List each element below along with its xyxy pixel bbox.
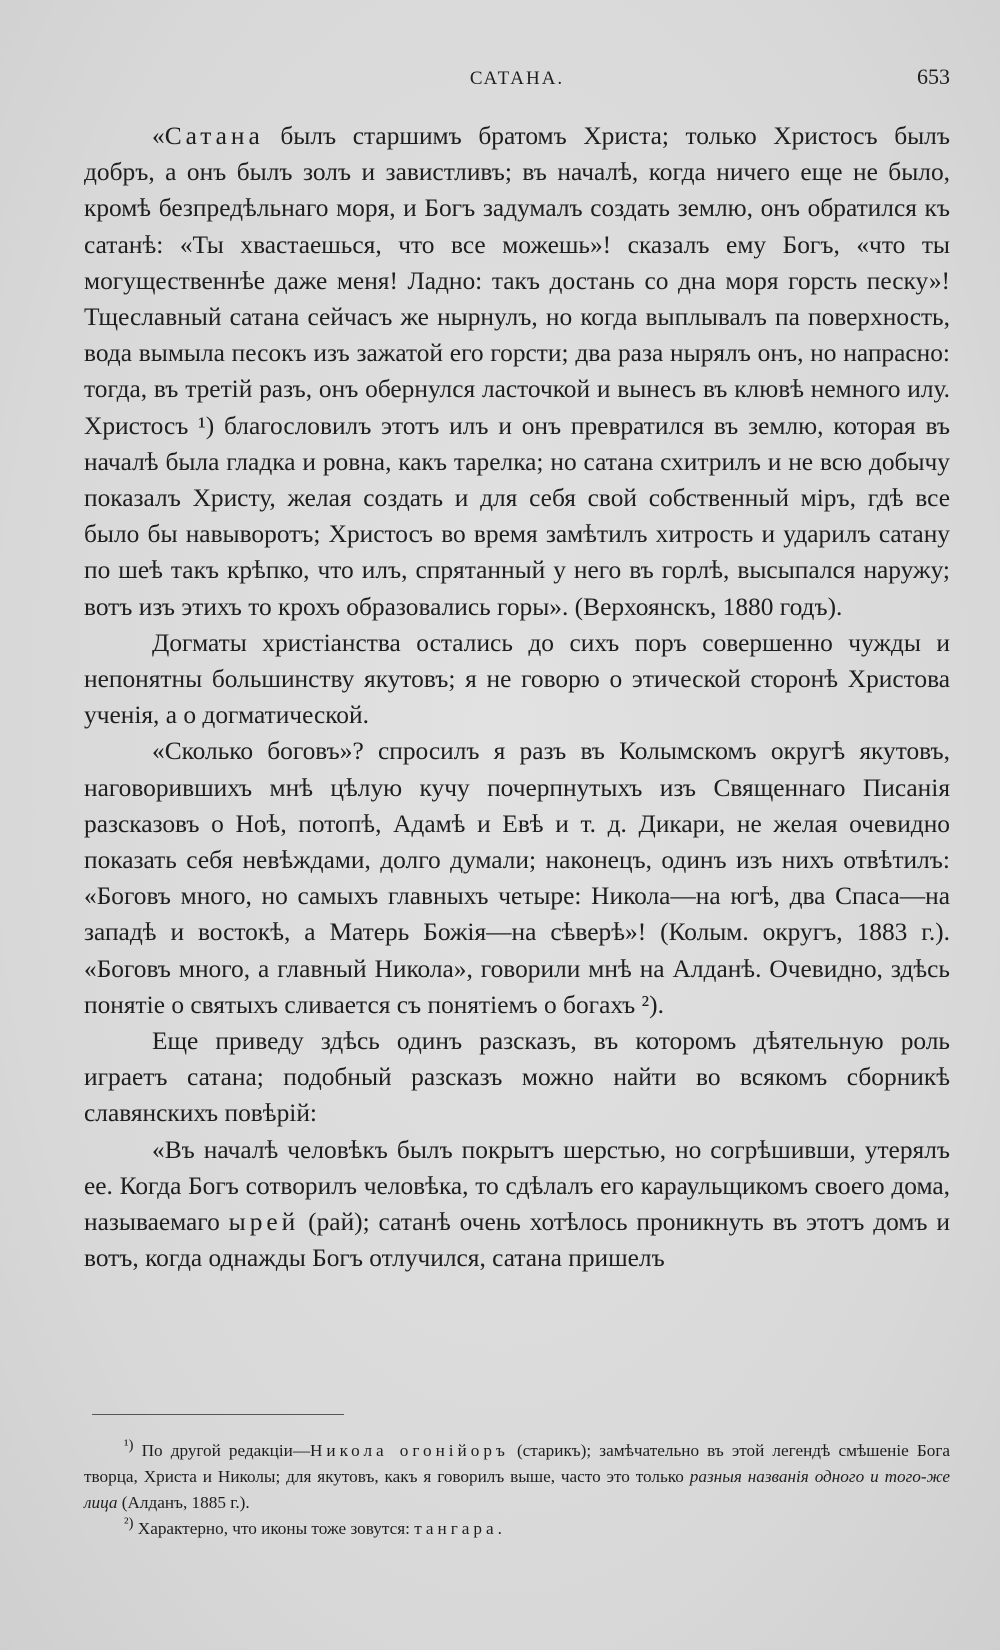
running-title: САТАНА. [469, 68, 565, 89]
footnote-2 [84, 1516, 950, 1542]
footnote-text: (Алданъ, 1885 г.). [117, 1493, 250, 1512]
paragraph-text: (рай); сатанѣ очень хотѣлось проникнуть въ этотъ домъ и вотъ, когда однажды Богъ отлучился, сатана пришелъ [84, 1208, 950, 1273]
spaced-word-satana: Сатана [164, 122, 264, 150]
footnote-text: По другой редакціи— [133, 1441, 311, 1460]
spaced-word-yrey: ырей [228, 1208, 300, 1237]
footnote-text: Характерно, что иконы тоже зовутся: [133, 1519, 415, 1538]
main-text [84, 118, 950, 1277]
paragraph-man-fur [84, 1132, 950, 1277]
italic-phrase: разныя названія одного и того-же лица [84, 1467, 950, 1512]
paragraph-text: «Въ началѣ человѣкъ былъ покрытъ шерстью, но согрѣшивши, утерялъ ее. Когда Богъ сотворилъ человѣка, то сдѣлалъ его караульщикомъ своего дома, называемаго [84, 1135, 950, 1237]
footnote-text: . [497, 1519, 502, 1538]
page-number: 653 [917, 64, 950, 89]
paragraph-text: былъ старшимъ братомъ Христа; только Христосъ былъ добръ, а онъ былъ золъ и завистливъ; въ началѣ, когда ничего еще не было, кромѣ безпредѣльнаго моря, и Богъ задумалъ создать землю, онъ обратился къ сатанѣ: «Ты хвастаешься, что все можешь»! сказалъ ему Богъ, «что ты могущественнѣе даже меня! Ладно: такъ достань со дна моря горсть песку»! Тщеславный сатана сейчасъ же нырнулъ, но когда выплывалъ па поверхность, вода вымыла песокъ изъ зажатой его горсти; два раза нырялъ онъ, но напрасно: тогда, въ третій разъ, онъ обернулся ласточкой и вынесъ въ клювѣ немного илу. Христосъ ¹) благословилъ этотъ илъ и онъ превратился въ землю, которая въ началѣ была гладка и ровна, какъ тарелка; но сатана схитрилъ и не всю добычу показалъ Христу, желая создать и для себя свой собственный міръ, гдѣ все было бы навыворотъ; Христосъ во время замѣтилъ хитрость и ударилъ сатану по шеѣ такъ крѣпко, что илъ, спрятанный у него въ горлѣ, высыпался наружу; вотъ изъ этихъ то крохъ образовались горы». (Верхоянскъ, 1880 годъ). [84, 122, 950, 621]
paragraph-satan-legend [84, 118, 950, 625]
footnote-text: (старикъ); замѣчательно въ этой легендѣ смѣшеніе Бога творца, Христа и Николы; для якутовъ, какъ я говорилъ выше, часто это только [84, 1441, 951, 1486]
spaced-phrase: Никола огонійоръ [310, 1441, 509, 1460]
quote-mark: « [152, 122, 165, 150]
paragraph-dogmas: Догматы христіанства остались до сихъ поръ совершенно чужды и непонятны большинству якутовъ; я не говорю о этической сторонѣ Христова ученія, а о догматической. [84, 628, 950, 730]
footnote-mark: ¹) [124, 1437, 134, 1454]
paragraph-how-many-gods: «Сколько боговъ»? спросилъ я разъ въ Колымскомъ округѣ якутовъ, наговорившихъ мнѣ цѣлую кучу почерпнутыхъ изъ Священнаго Писанія разсказовъ о Ноѣ, потопѣ, Адамѣ и Евѣ и т. д. Дикари, не желая очевидно показать себя невѣждами, долго думали; наконецъ, одинъ изъ нихъ отвѣтилъ: «Боговъ много, но самыхъ главныхъ четыре: Никола—на югѣ, два Спаса—на западѣ и востокѣ, а Матерь Божія—на сѣверѣ»! (Колым. округъ, 1883 г.). «Боговъ много, а главный Никола», говорили мнѣ на Алданѣ. Очевидно, здѣсь понятіе о святыхъ сливается съ понятіемъ о богахъ ²). [84, 737, 950, 1019]
running-header [84, 64, 950, 94]
spaced-word-tangara: тангара [414, 1519, 498, 1538]
footnote-mark: ²) [124, 1515, 134, 1532]
footnotes [84, 1438, 950, 1542]
footnote-1 [84, 1438, 950, 1516]
paragraph-another-story: Еще приведу здѣсь одинъ разсказъ, въ которомъ дѣятельную роль играетъ сатана; подобный разсказъ можно найти во всякомъ сборникѣ славянскихъ повѣрій: [84, 1027, 950, 1128]
footnote-divider [92, 1414, 344, 1415]
